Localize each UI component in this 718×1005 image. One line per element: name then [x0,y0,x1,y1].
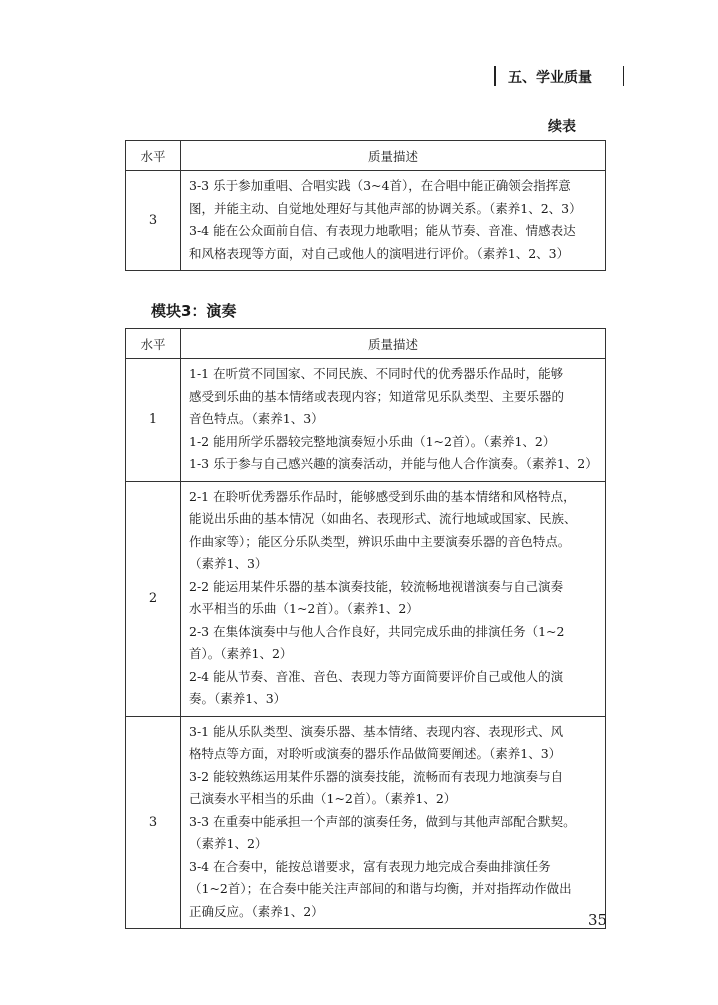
description-line: 水平相当的乐曲（1~2首）。（素养1、2） [189,601,419,616]
description-line: 3-3 乐于参加重唱、合唱实践（3~4首），在合唱中能正确领会指挥意 [189,178,571,193]
description-line: 格特点等方面，对聆听或演奏的器乐作品做简要阐述。（素养1、3） [189,746,562,761]
col-header-description: 质量描述 [181,141,606,171]
table-row [126,171,606,271]
description-line: （素养1、2） [189,836,268,851]
description-line: 3-2 能较熟练运用某件乐器的演奏技能，流畅而有表现力地演奏与自 [189,768,564,784]
description-cell [181,171,606,271]
description-line: 1-2 能用所学乐器较完整地演奏短小乐曲（1~2首）。（素养1、2） [189,433,556,449]
level-cell: 2 [126,481,181,716]
table1-body [126,171,606,271]
quality-table-continued [125,140,606,271]
section-title: 模块3：演奏 [151,302,237,320]
description-line: 3-3 在重奏中能承担一个声部的演奏任务，做到与其他声部配合默契。 [189,813,576,829]
header-left-rule [494,66,496,86]
description-line: 和风格表现等方面，对自己或他人的演唱进行评价。（素养1、2、3） [189,245,570,261]
description-line: 2-1 在聆听优秀器乐作品时，能够感受到乐曲的基本情绪和风格特点， [189,488,576,504]
header-title: 五、学业质量 [508,70,592,86]
description-cell [181,716,606,929]
table-row [126,359,606,482]
description-line: 2-3 在集体演奏中与他人合作良好，共同完成乐曲的排演任务（1~2 [189,623,565,639]
description-line: 作曲家等）；能区分乐队类型，辨识乐曲中主要演奏乐器的音色特点。 [189,533,571,549]
description-line: 3-4 能在公众面前自信、有表现力地歌唱；能从节奏、音准、情感表达 [189,223,576,238]
level-cell: 3 [126,171,181,271]
quality-table-performance [125,328,606,929]
table2-body [126,359,606,929]
col-header-description: 质量描述 [181,329,606,359]
description-line: 1-1 在听赏不同国家、不同民族、不同时代的优秀器乐作品时，能够 [189,366,564,381]
col-header-level: 水平 [126,141,181,171]
description-line: 感受到乐曲的基本情绪或表现内容；知道常见乐队类型、主要乐器的 [189,388,565,404]
header-right-rule [623,66,625,86]
description-cell [181,481,606,716]
description-line: 3-1 能从乐队类型、演奏乐器、基本情绪、表现内容、表现形式、风 [189,723,564,739]
level-cell: 1 [126,359,181,482]
col-header-level: 水平 [126,329,181,359]
description-line: 1-3 乐于参与自己感兴趣的演奏活动，并能与他人合作演奏。（素养1、2） [189,456,598,471]
description-line: 音色特点。（素养1、3） [189,411,324,426]
description-line: 奏。（素养1、3） [189,691,287,706]
description-line: 2-4 能从节奏、音准、音色、表现力等方面简要评价自己或他人的演 [189,668,564,684]
page-number: 35 [588,911,608,929]
table-row [126,716,606,929]
level-cell: 3 [126,716,181,929]
description-line: 3-4 在合奏中，能按总谱要求，富有表现力地完成合奏曲排演任务 [189,858,551,874]
description-cell [181,359,606,482]
description-line: 能说出乐曲的基本情况（如曲名、表现形式、流行地域或国家、民族、 [189,511,577,526]
description-line: （素养1、3） [189,556,268,571]
description-line: 己演奏水平相当的乐曲（1~2首）。（素养1、2） [189,791,457,806]
description-line: 首）。（素养1、2） [189,646,293,661]
description-line: （1~2首）；在合奏中能关注声部间的和谐与均衡，并对指挥动作做出 [189,881,572,896]
continued-label: 续表 [548,119,576,135]
description-line: 正确反应。（素养1、2） [189,903,324,919]
running-header [494,64,624,88]
description-line: 图，并能主动、自觉地处理好与其他声部的协调关系。（素养1、2、3） [189,200,582,216]
table-row [126,481,606,716]
description-line: 2-2 能运用某件乐器的基本演奏技能，较流畅地视谱演奏与自己演奏 [189,578,564,594]
